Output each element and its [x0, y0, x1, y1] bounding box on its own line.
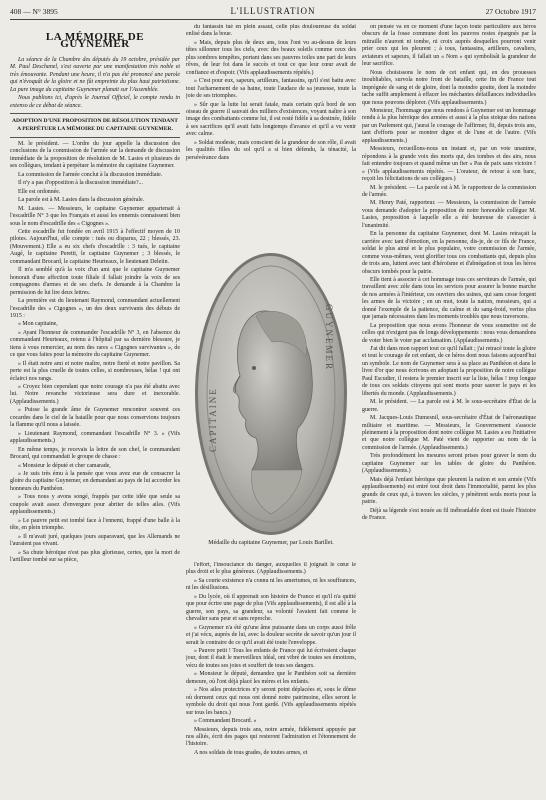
- column-1-body: [10, 141, 180, 564]
- journal-name: L'ILLUSTRATION: [230, 6, 316, 16]
- paragraph: « Mon capitaine,: [18, 321, 58, 328]
- column-2-top: [186, 24, 356, 242]
- paragraph: » C'est pour eux, sapeurs, artilleurs, fantassins, qu'il s'est battu avec tout l'acharnement de sa haine, toute l'audace de sa jeunesse, toute la joie de ses triomphes.: [186, 78, 356, 100]
- medal-image: [194, 252, 348, 537]
- paragraph: Déjà sa légende s'est nouée au fil inébranlable dont est tissée l'histoire de France.: [362, 507, 536, 521]
- divider: [10, 113, 180, 114]
- paragraph: » Puisse la grande âme de Guynemer rencontrer souvent ces cocardes dans le ciel de la bataille pour que nous conservions toujours la flamme qu'il nous a laissée.: [10, 407, 180, 429]
- paragraph: M. le président. — La parole est à M. le rapporteur de la commission de l'armée.: [362, 184, 536, 198]
- paragraph: » Guynemer n'a été qu'une âme puissante dans un corps aussi frêle et j'ai vécu, auprès de lui, avec la douleur secrète de savoir qu'un jour il serait le contraire de ce qu'il avait été toute l'enveloppe.: [186, 624, 356, 646]
- medal-inscription-right: GUYNEMER: [324, 304, 334, 371]
- paragraph: » Commandant Brocard. »: [194, 718, 257, 725]
- paragraph: » Lieutenant Raymond, commandant l'escadrille N° 3. » (Vifs applaudissements.): [10, 430, 180, 445]
- paragraph: M. Henry Paté, rapporteur. — Messieurs, la commission de l'armée vous demande d'adopter la proposition de notre honorable collègue M. Lasies, proposition à laquelle elle a été heureuse de s'associer à l'unanimité.: [362, 200, 536, 229]
- paragraph: Cette escadrille fut fondée en avril 1915 à l'effectif moyen de 10 pilotes. Aujourd'hui, elle compte : tués ou disparus, 22 ; blessés, 23. (Mouvement.) Elle a eu six chefs d'escadrille : 3 tués, le capitaine Augé, le capitaine Peretti, le capitaine Guynemer ; 3 blessés, le commandant Brocard, le capitaine Heurteaux, le lieutenant Deleiin.: [10, 228, 180, 265]
- paragraph: Il n'y a pas d'opposition à la discussion immédiate?...: [18, 180, 143, 187]
- paragraph: Très profondément les mesures seront prises pour graver le nom du capitaine Guynemer sur les tables de gloire du Panthéon. (Applaudissements.): [362, 453, 536, 475]
- column-2-top-body: [186, 24, 356, 162]
- paragraph: » Il m'avait juré, quelques jours auparavant, que les Allemands ne l'auraient pas vivant.: [10, 533, 180, 548]
- page-header: [10, 5, 536, 20]
- paragraph: La première est du lieutenant Raymond, commandant actuellement l'escadrille des « Cigognes », un des deux survivants des débuts de 1915 :: [10, 298, 180, 319]
- paragraph: M. le président. — La parole est à M. le sous-secrétaire d'État de la guerre.: [362, 399, 536, 413]
- paragraph: M. le président. — L'ordre du jour appelle la discussion des conclusions de la commission de l'armée sur la demande de discussion immédiate de la proposition de résolution de M. Lasies et plusieurs de ses collègues, tendant à perpétuer la mémoire du capitaine Guynemer.: [10, 140, 180, 170]
- paragraph: » Le pauvre petit est tombé face à l'ennemi, frappé d'une balle à la tête, en plein triomphe.: [10, 517, 180, 532]
- page-number: 408 — N° 3895: [10, 7, 58, 16]
- column-1: [10, 24, 180, 794]
- column-3: [362, 24, 536, 794]
- paragraph: Elle tient à associer à cet hommage tous ces serviteurs de l'armée, qui travaillent avec zèle dans tous les services pour assurer la bonne marche de nos armées à l'intérieur, ces ouvriers des usines, qui sans cesse forgent les armes de la victoire ; en un mot, toute la nation, messieurs, qui a donné l'exemple de la patience, du calme et du sang-froid, vertus plus que jamais nécessaires dans les moments troublés que nous traversons.: [362, 276, 536, 321]
- paragraph: » Pauvre petit ! Tous les enfants de France qui lui écrivaient chaque jour, dont il était le merveilleux idéal, ont vibré de toutes ses émotions, vécu de toutes ses joies et souffert de tous ses dangers.: [186, 647, 356, 669]
- paragraph: M. Lasies. — Messieurs, le capitaine Guynemer appartenait à l'escadrille N° 3 que les Français et aussi les ennemis connaissent bien sous le nom d'escadrille des « Cigognes ».: [10, 205, 180, 227]
- paragraph: En même temps, je recevais la lettre de son chef, le commandant Brocard, qui commandait le groupe de chasse :: [10, 446, 180, 461]
- paragraph: Messieurs, recueillons-nous un instant et, par un vote unanime, répondons à la grande voix des morts qui, des tombes et des airs, nous fait entendre toujours et quand même un fier « Pas de paix sans victoire ! » (Vifs applaudissements répétés. — L'orateur, de retour à son banc, reçoit les félicitations de ses collègues.): [362, 146, 536, 183]
- issue-date: 27 Octobre 1917: [485, 7, 536, 16]
- paragraph: M. Jacques-Louis Dumesnil, sous-secrétaire d'État de l'aéronautique militaire et maritime. — Messieurs, le Gouvernement s'associe pleinement à la proposition dont notre collègue M. Lasies a eu l'initiative et que notre collègue M. Paté vient de rapporter au nom de la commission de l'armée. (Applaudissements.): [362, 415, 536, 451]
- paragraph: » Je suis très ému à la pensée que vous avez eue de consacrer la gloire du capitaine Guynemer, en demandant au pays de lui accorder les honneurs du Panthéon.: [10, 471, 180, 492]
- article-title: LA MÉMOIRE DE GUYNEMER: [45, 31, 145, 51]
- paragraph: du fantassin tué en plein assaut, celle plus douloureuse du soldat enlisé dans la boue.: [186, 24, 356, 38]
- article-intro: La séance de la Chambre des députés du 19 octobre, présidée par M. Paul Deschanel, s'est ouverte par une manifestation très noble et très émouvante. Pendant une heure, il n'a pas été prononcé une parole qui n'évoquât de la gloire et ne fût empreinte du plus haut patriotisme. La pure image du capitaine Guynemer planait sur l'Assemblée.: [10, 56, 180, 93]
- column-2-bottom-body: [186, 562, 356, 757]
- paragraph: Nous choisissons le nom de cet enfant qui, en des prouesses inoubliables, survola notre front de bataille, cette fin de France tout imprégnée de sang et de gloire, dont la moindre goutte, dont la moindre tache suffit amplement à effacer les méchantes défaillances individuelles que nous pouvons déplorer. (Vifs applaudissements.): [362, 69, 536, 106]
- article-intro-2: Nous publions ici, d'après le Journal Officiel, le compte rendu in extenso de ce débat de séance.: [10, 95, 180, 109]
- column-2-bottom: [186, 562, 356, 794]
- paragraph: on pensée va en ce moment d'une façon toute particulière aux héros obscurs de la fosse commune dont les pauvres restes épargnés par la mitraille n'auront ni tombe, ni croix auprès desquelles pourront venir prier ceux qui les pleurent ; à tous, fantassins, artilleurs, cavaliers, aviateurs et sapeurs, il fallait un « Nom » qui symbolisât la grandeur de leur sacrifice.: [362, 24, 536, 68]
- paragraph: A nos soldats de tous grades, de toutes armes, et: [194, 749, 308, 756]
- paragraph: » Il était notre ami et notre maître, notre fierté et notre pavillon. Sa perte est la plus cruelle de toutes celles, si nombreuses, hélas ! qui ont éclairci nos rangs.: [10, 360, 180, 382]
- paragraph: » Sa chute héroïque n'est pas plus glorieuse, certes, que la mort de l'artilleur tombé sur sa pièce,: [10, 549, 180, 563]
- paragraph: La proposition que nous avons l'honneur de vous soumettre est de celles qui n'exigent pas de longs développements : nous vous demandons de voter bien le voter par acclamation. (Applaudissements.): [362, 322, 536, 344]
- medal-caption: Médaille du capitaine Guynemer, par Louis Barillet.: [208, 540, 334, 546]
- paragraph: » Monsieur le député, demandez que le Panthéon soit sa dernière demeure, où l'ont déjà placé les mères et les enfants.: [186, 671, 356, 685]
- section-heading: ADOPTION D'UNE PROPOSITION DE RÉSOLUTION TENDANT A PERPÉTUER LA MÉMOIRE DU CAPITAINE GUYNEMER.: [11, 118, 179, 132]
- paragraph: » Du lycée, où il apprenait son histoire de France et qu'il n'a quitté que pour écrire une page de plus (Vifs applaudissements), il est allé à la guerre, son pays, sa grandeur, sa volonté l'avaient fait comme le chevalier sans peur et sans reproche.: [186, 593, 356, 623]
- paragraph: « Monsieur le député et cher camarade,: [18, 462, 111, 469]
- column-3-body: [362, 24, 536, 522]
- paragraph: Il m'a semblé qu'à la voix d'un ami que le capitaine Guynemer honorait d'une affection toute filiale il fallait joindre la voix de ses compagnons d'armes et de ses chefs. Je demande à la Chambre la permission de lui lire deux lettres.: [10, 267, 180, 296]
- medal-inscription-left: CAPITAINE: [208, 387, 218, 452]
- paragraph: En la personne du capitaine Guynemer, dont M. Lasies retraçait la carrière avec tant d'émotion, en la personne, dis-je, de ce fils de France, soldat le plus aimé et le plus populaire, votre commission de l'armée, comme vous-mêmes, veut glorifier tous ces combattants qui, depuis plus de trois ans, luttent avec tant d'héroïsme et d'abnégation et tous les héros obscurs tombés pour la patrie.: [362, 231, 536, 275]
- paragraph: » Ayant l'honneur de commander l'escadrille N° 3, en l'absence du commandant Heurteaux, retenu à l'hôpital par sa dernière blessure, je tiens à vous remercier, au nom des rares « Cigognes survivantes », de ce que vous faites pour la mémoire du capitaine Guynemer.: [10, 329, 180, 359]
- paragraph: J'ai dit dans mon rapport tout ce qu'il fallait ; j'ai retracé toute la gloire et tout le courage de cet enfant, de ce héros dont nous faisons aujourd'hui un symbole. Le nom de Guynemer sera à sa place au Panthéon et dans le livre d'or que nous écrivons en adoptant la proposition de notre collègue Paul Escudier, il restera le premier inscrit sur la liste, hélas ! trop longue de tous ces soldats citoyens qui sont morts pour sauver le pays et les libertés du monde. (Applaudissements.): [362, 346, 536, 397]
- paragraph: » Soldat modeste, mais conscient de la grandeur de son rôle, il avait les qualités filles du sol qu'il a si bien défendu, la ténacité, la persévérance dans: [186, 139, 356, 161]
- paragraph: » Nos ailes protectrices n'y seront point déplacées et, sous le dôme où dorment ceux qui nous ont donné notre patrimoine, elles seront le symbole du droit qui nous l'ont gardé. (Vifs applaudissements répétés sur tous les bancs.): [186, 687, 356, 716]
- paragraph: Monsieur, l'hommage que nous rendons à Guynemer est un hommage rendu à la plus héroïque des armées et aussi à la plus stoïque des nations par un Parlement qui, j'aurai le courage de l'affirmer, fit, depuis trois ans, tant d'efforts pour se montrer digne et de l'une et de l'autre. (Vifs applaudissements.): [362, 107, 536, 144]
- paragraph: » Sa courte existence n'a connu ni les amertumes, ni les souffrances, ni les désillusions.: [186, 577, 356, 592]
- paragraph: » Tous nous y avons songé, frappés par cette idée que seule sa coupole avait assez d'envergure pour abriter de telles ailes. (Vifs applaudissements.): [10, 494, 180, 516]
- paragraph: La commission de l'armée conclut à la discussion immédiate.: [18, 171, 163, 178]
- divider: [10, 137, 180, 138]
- paragraph: La parole est à M. Lasies dans la discussion générale.: [18, 197, 145, 204]
- medal-figure: [186, 244, 356, 560]
- paragraph: Mais déjà l'enfant héroïque que pleurent la nation et son armée (Vifs applaudissements) est entré tout droit dans l'immortalité, parmi les plus grands de ceux qui, à travers les siècles, y pénètrent seuls morts pour la patrie.: [362, 476, 536, 506]
- paragraph: » Sûr que la lutte lui serait fatale, mais certain qu'à bord de son oiseau de guerre il sauvait des milliers d'existences, voyant naître à son image des combattants comme lui, il est resté fidèle à sa destinée, fidèle à ses sacrifices qu'il avait faits longtemps d'avance et qu'il a vu venir avec calme.: [186, 101, 356, 138]
- paragraph: » Croyez bien cependant que notre courage n'a pas été abattu avec lui. Notre revanche victorieuse sera dure et inexorable. (Applaudissements.): [10, 384, 180, 405]
- paragraph: Elle est ordonnée.: [18, 188, 61, 195]
- paragraph: l'effort, l'insouciance du danger, auxquelles il joignait le cœur le plus droit et le plus généreux. (Applaudissements.): [186, 562, 356, 576]
- paragraph: Messieurs, depuis trois ans, notre armée, fidèlement appuyée par nos alliés, écrit des pages qui resteront l'admiration et l'étonnement de l'histoire.: [186, 726, 356, 748]
- paragraph: » Mais, depuis plus de deux ans, tous l'ont vu au-dessus de leurs têtes sillonner tous les ciels, avec des beaux soleils comme ceux des plus sombres tempêtes, portant dans ses pauvres toiles une part de leurs rêves, de leur foi dans le succès et tout ce que leur cœur avait de confiance et d'espoir. (Vifs applaudissements répétés.): [186, 39, 356, 76]
